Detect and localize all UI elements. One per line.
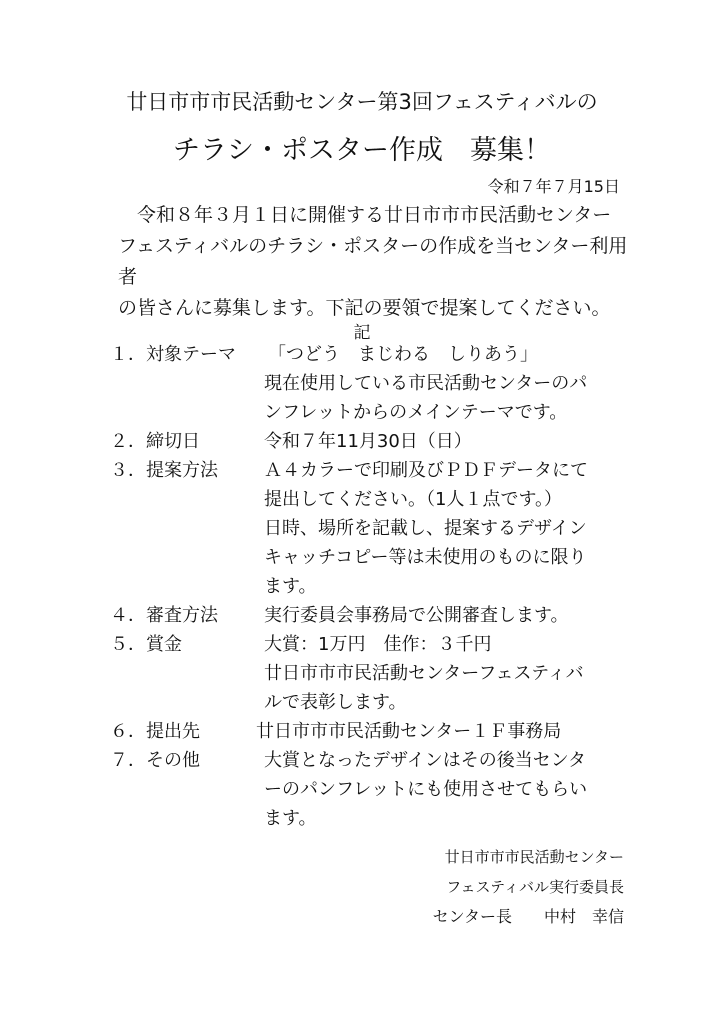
list-item — [110, 717, 630, 746]
item-value: ます。 — [264, 808, 317, 829]
item-label: その他 — [146, 750, 200, 771]
requirements-list — [110, 340, 630, 833]
list-item — [110, 427, 630, 456]
item-value: ルで表彰します。 — [264, 692, 407, 713]
item-label: 締切日 — [146, 431, 200, 452]
list-item — [110, 746, 630, 775]
item-value: 「つどう まじわる しりあう」 — [268, 344, 538, 365]
item-value: 提出してください。（1人１点です。） — [264, 489, 563, 510]
item-value: ンフレットからのメインテーマです。 — [264, 402, 568, 423]
list-item — [110, 456, 630, 485]
item-label: 対象テーマ — [146, 344, 236, 365]
item-number: ３． — [110, 460, 146, 481]
item-value: Ａ４カラーで印刷及びＰＤＦデータにて — [264, 460, 588, 481]
intro-paragraph — [118, 200, 628, 324]
item-label: 提案方法 — [146, 460, 218, 481]
intro-line: の皆さんに募集します。下記の要領で提案してください。 — [118, 297, 611, 319]
intro-line: 令和８年３月１日に開催する廿日市市市民活動センター — [118, 204, 612, 226]
issue-date: 令和７年７月15日 — [487, 177, 620, 196]
item-number: ６． — [110, 721, 146, 742]
item-number: ５． — [110, 634, 146, 655]
item-value: 廿日市市市民活動センターフェスティバ — [264, 663, 584, 684]
item-value: 大賞となったデザインはその後当センタ — [264, 750, 587, 771]
item-label: 審査方法 — [146, 605, 218, 626]
item-value: ーのパンフレットにも使用させてもらい — [264, 779, 588, 800]
item-label: 提出先 — [146, 721, 200, 742]
ki-heading: 記 — [353, 323, 371, 343]
item-number: ７． — [110, 750, 146, 771]
item-value: 大賞：1万円 佳作：３千円 — [264, 634, 492, 655]
title-line-1: 廿日市市市民活動センター第3回フェスティバルの — [126, 90, 598, 114]
list-item — [110, 340, 630, 369]
item-number: ２． — [110, 431, 146, 452]
item-value: 日時、場所を記載し、提案するデザイン — [264, 518, 587, 539]
item-value: 実行委員会事務局で公開審査します。 — [264, 605, 569, 626]
signature-org: 廿日市市市民活動センター — [444, 848, 624, 866]
item-value: ます。 — [264, 576, 317, 597]
item-number: １． — [110, 344, 146, 365]
title-line-2: チラシ・ポスター作成 募集！ — [173, 135, 551, 166]
item-value: キャッチコピー等は未使用のものに限り — [264, 547, 587, 568]
list-item — [110, 630, 630, 659]
signature-name: センター長 中村 幸信 — [432, 907, 624, 926]
item-value: 現在使用している市民活動センターのパ — [264, 373, 588, 394]
item-label: 賞金 — [146, 634, 182, 655]
intro-line: フェスティバルのチラシ・ポスターの作成を当センター利用者 — [118, 235, 628, 288]
item-value: 廿日市市市民活動センター１Ｆ事務局 — [256, 721, 562, 742]
item-value: 令和７年11月30日（日） — [264, 431, 472, 452]
list-item — [110, 601, 630, 630]
item-number: ４． — [110, 605, 146, 626]
signature-role: フェスティバル実行委員長 — [446, 878, 624, 896]
